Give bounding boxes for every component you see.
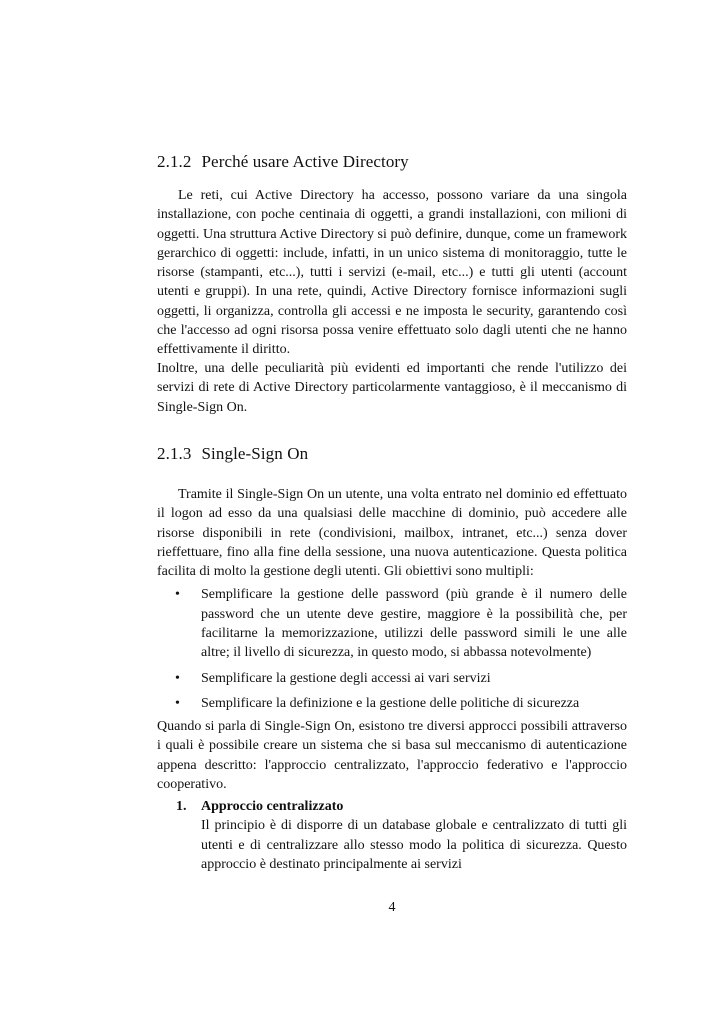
body-paragraph: Tramite il Single-Sign On un utente, una volta entrato nel dominio ed effettuato il logon ad esso da una qualsiasi delle macchine di dominio, può accedere alle risorse disponibili in rete (condivisioni, mailbox, intranet, etc...) senza dover rieffettuare, fino alla fine della sessione, una nuova autenticazione. Questa politica facilita di molto la gestione degli utenti. Gli obiettivi sono multipli: [157, 487, 627, 580]
list-item-title: Approccio centralizzato [201, 799, 344, 815]
section-title: Perché usare Active Directory [201, 152, 409, 171]
list-item-number: 1. [176, 799, 187, 815]
body-paragraph: Inoltre, una delle peculiarità più evidenti ed importanti che rende l'utilizzo dei servizi di rete di Active Directory particolarmente vantaggioso, è il meccanismo di Single-Sign On. [157, 361, 627, 415]
list-item [157, 797, 627, 874]
section-2-1-3-content [157, 485, 627, 719]
section-heading-2-1-3 [157, 444, 308, 464]
bullet-icon: • [175, 587, 180, 603]
approaches-list [157, 797, 627, 874]
list-item [157, 694, 627, 713]
section-2-1-2-paragraph-2 [157, 359, 627, 417]
section-2-1-3-approaches [157, 717, 627, 874]
section-number: 2.1.2 [157, 152, 192, 171]
body-paragraph: Quando si parla di Single-Sign On, esistono tre diversi approcci possibili attraverso i quali è possibile creare un sistema che si basa sul meccanismo di autenticazione appena descritto: l'approccio centralizzato, l'approccio federativo e l'approccio cooperativo. [157, 719, 627, 792]
section-number: 2.1.3 [157, 444, 192, 463]
section-heading-2-1-2 [157, 152, 409, 172]
bullet-icon: • [175, 695, 180, 711]
page-number: 4 [388, 900, 396, 915]
objectives-list [157, 585, 627, 713]
bullet-icon: • [175, 670, 180, 686]
list-item-text: Semplificare la definizione e la gestione delle politiche di sicurezza [201, 695, 580, 711]
section-title: Single-Sign On [201, 444, 309, 463]
list-item-text: Semplificare la gestione delle password (più grande è il numero delle password che un utente deve gestire, maggiore è la possibilità che, per facilitarne la memorizzazione, utilizzi delle password simili le une alle altre; il livello di sicurezza, in questo modo, si abbassa notevolmente) [201, 587, 627, 661]
list-item [157, 585, 627, 662]
list-item-text: Il principio è di disporre di un database globale e centralizzato di tutti gli utenti e di centralizzare allo stesso modo la politica di sicurezza. Questo approccio è destinato principalmente ai servizi [201, 818, 627, 873]
list-item [157, 669, 627, 688]
document-page [157, 0, 627, 1031]
section-2-1-2-paragraph-1 [157, 186, 627, 360]
body-paragraph: Le reti, cui Active Directory ha accesso, possono variare da una singola installazione, con poche centinaia di oggetti, a grandi installazioni, con milioni di oggetti. Una struttura Active Directory si può definire, dunque, come un framework gerarchico di oggetti: include, infatti, in un unico sistema di monitoraggio, tutte le risorse (stampanti, etc...), tutti i servizi (e-mail, etc...) e tutti gli utenti (account utenti e gruppi). In una rete, quindi, Active Directory fornisce informazioni sugli oggetti, li organizza, controlla gli accessi e ne imposta le security, garantendo così che l'accesso ad ogni risorsa possa venire effettuato solo dagli utenti che ne hanno effettivamente il diritto. [157, 188, 627, 358]
list-item-text: Semplificare la gestione degli accessi ai vari servizi [201, 670, 491, 686]
